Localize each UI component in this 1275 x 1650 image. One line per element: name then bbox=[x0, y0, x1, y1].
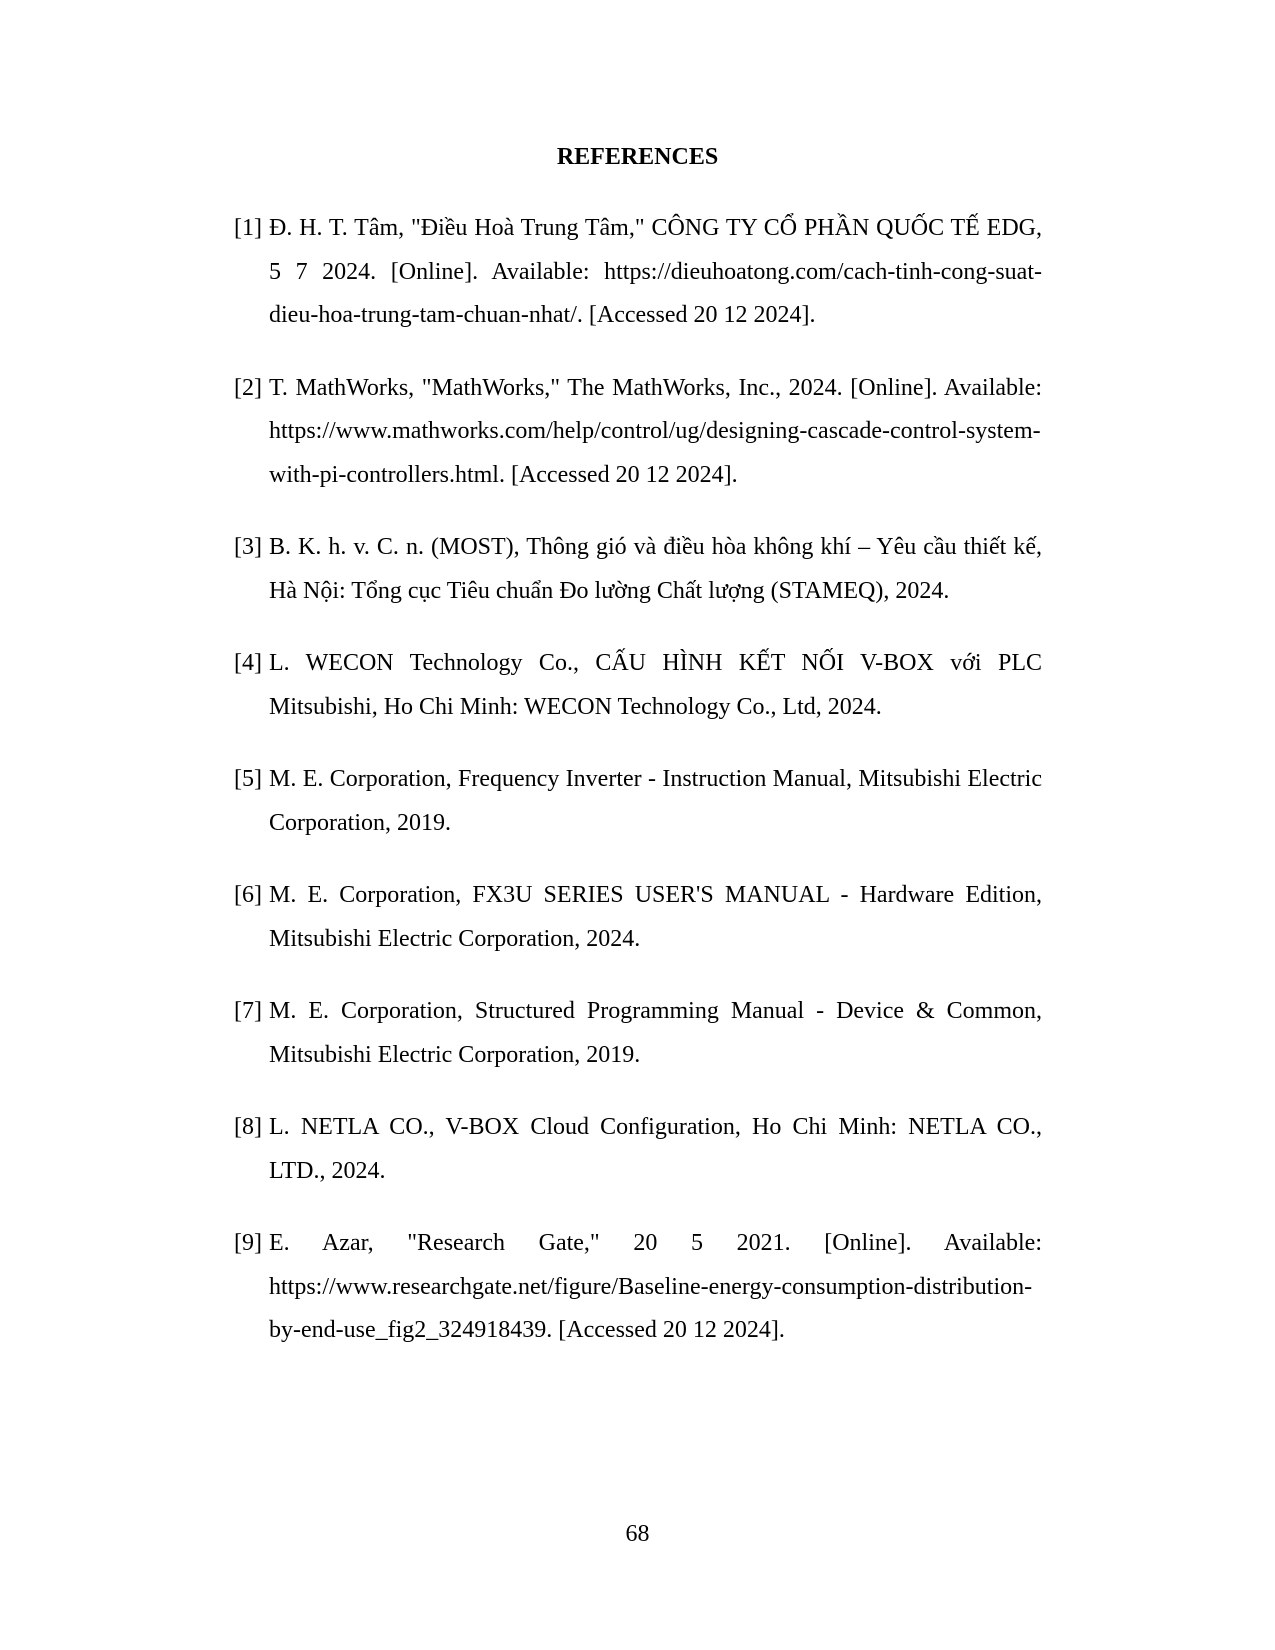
reference-item bbox=[234, 1222, 1042, 1353]
reference-text: M. E. Corporation, Structured Programming Manual - Device & Common, Mitsubishi Electric Corporation, 2019. bbox=[269, 998, 1042, 1068]
reference-text: T. MathWorks, "MathWorks," The MathWorks, Inc., 2024. [Online]. Available: https://www.mathworks.com/help/control/ug/designing-cascade-control-system-with-pi-controllers.html. [Accessed 20 12 2024]. bbox=[269, 374, 1042, 488]
reference-number: [2] bbox=[234, 374, 262, 401]
reference-text: Đ. H. T. Tâm, "Điều Hoà Trung Tâm," CÔNG TY CỔ PHẦN QUỐC TẾ EDG, 5 7 2024. [Online]. Available: https://dieuhoatong.com/cach-tinh-cong-suat-dieu-hoa-trung-tam-chuan-nhat/. [Accessed 20 12 2024]. bbox=[269, 215, 1042, 328]
reference-text: B. K. h. v. C. n. (MOST), Thông gió và điều hòa không khí – Yêu cầu thiết kế, Hà Nội: Tổng cục Tiêu chuẩn Đo lường Chất lượng (STAMEQ), 2024. bbox=[269, 534, 1042, 604]
reference-item bbox=[234, 874, 1042, 961]
reference-number: [1] bbox=[234, 215, 262, 241]
reference-item bbox=[234, 1106, 1042, 1193]
reference-item bbox=[234, 990, 1042, 1077]
reference-number: [7] bbox=[234, 998, 262, 1024]
reference-number: [5] bbox=[234, 766, 262, 792]
reference-number: [3] bbox=[234, 534, 262, 560]
reference-text: L. NETLA CO., V-BOX Cloud Configuration, Ho Chi Minh: NETLA CO., LTD., 2024. bbox=[269, 1114, 1042, 1184]
reference-number: [6] bbox=[234, 882, 262, 908]
reference-text: M. E. Corporation, FX3U SERIES USER'S MANUAL - Hardware Edition, Mitsubishi Electric Corporation, 2024. bbox=[269, 882, 1042, 952]
reference-number: [9] bbox=[234, 1230, 262, 1256]
reference-item bbox=[234, 367, 1042, 498]
reference-text: L. WECON Technology Co., CẤU HÌNH KẾT NỐI V-BOX với PLC Mitsubishi, Ho Chi Minh: WECON Technology Co., Ltd, 2024. bbox=[269, 650, 1042, 720]
reference-text: E. Azar, "Research Gate," 20 5 2021. [Online]. Available: https://www.researchgate.net/figure/Baseline-energy-consumption-distribution-by-end-use_fig2_324918439. [Accessed 20 12 2024]. bbox=[269, 1230, 1042, 1343]
reference-number: [4] bbox=[234, 650, 262, 676]
reference-item bbox=[234, 526, 1042, 613]
reference-item bbox=[234, 207, 1042, 338]
reference-text: M. E. Corporation, Frequency Inverter - Instruction Manual, Mitsubishi Electric Corporation, 2019. bbox=[269, 766, 1042, 836]
page-number: 68 bbox=[625, 1521, 650, 1547]
reference-number: [8] bbox=[234, 1114, 262, 1140]
reference-item bbox=[234, 642, 1042, 729]
reference-item bbox=[234, 758, 1042, 845]
page-title: REFERENCES bbox=[556, 144, 719, 170]
reference-list bbox=[234, 207, 1042, 1382]
